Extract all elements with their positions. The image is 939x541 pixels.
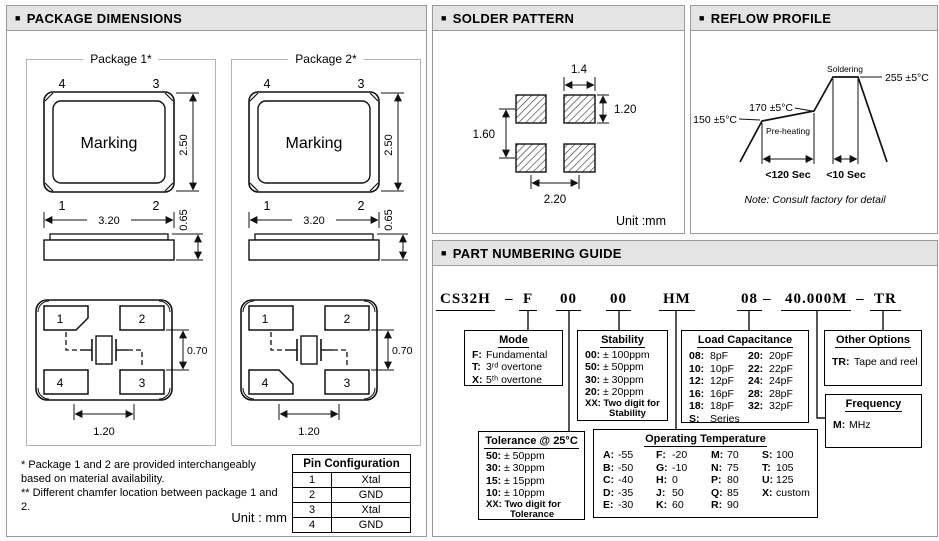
part-code-load: 08 [737, 291, 762, 311]
column-pitch-dimension [531, 175, 579, 206]
operating-temperature-title: Operating Temperature [645, 433, 766, 445]
legend-item: M: MHz [833, 418, 871, 431]
reflow-profile-panel [690, 5, 938, 234]
legend-item: 18: 18pF [689, 400, 734, 412]
ramp-temp-label: 170 ±5°C [749, 102, 793, 114]
package2-bottom-view [241, 300, 377, 400]
unit-label: Unit : mm [231, 510, 287, 525]
dimension-label: 1.20 [93, 426, 115, 438]
signal-cell: Xtal [332, 473, 411, 488]
package2-drawing [231, 60, 419, 443]
op-temp-col3 [711, 449, 739, 512]
solder-pad-top-left [516, 95, 546, 123]
part-code-dash: – [856, 291, 865, 307]
legend-item: 50: ± 50ppm [585, 361, 644, 373]
solder-pads [516, 95, 595, 172]
legend-item: U: 125 [762, 474, 794, 486]
legend-item: D: -35 [603, 486, 634, 499]
solder-pad-bottom-right [564, 144, 595, 172]
part-code-dash: – [763, 291, 772, 307]
frequency-legend-box [825, 394, 922, 448]
operating-temperature-legend-box [593, 429, 818, 518]
solder-pattern-header [433, 6, 684, 31]
legend-item: N: 75 [711, 461, 739, 474]
table-header-row [293, 455, 411, 473]
legend-item: 20: 20pF [748, 350, 793, 362]
op-temp-col4 [762, 449, 810, 499]
part-code-options: TR [870, 291, 901, 311]
package1-thickness-dimension [172, 209, 203, 260]
legend-item: R: 90 [711, 499, 739, 511]
legend-item: 10: 10pF [689, 362, 734, 375]
part-code-dash: – [505, 291, 514, 307]
solder-pattern-panel [432, 5, 685, 234]
stability-title: Stability [601, 334, 644, 346]
package1-label: Package 1* [83, 52, 158, 66]
load-capacitance-title: Load Capacitance [697, 334, 793, 346]
op-temp-col2 [656, 449, 687, 512]
square-bullet-icon: ■ [15, 12, 21, 23]
row-pitch-dimension [473, 109, 515, 158]
load-capacitance-col1 [689, 350, 740, 425]
package-dimensions-title: PACKAGE DIMENSIONS [26, 10, 183, 26]
tolerance-legend-box [478, 431, 585, 520]
preheat-time-label: <120 Sec [765, 169, 811, 181]
dimension-label: 1.4 [571, 64, 587, 76]
solder-pattern-drawing [433, 31, 682, 232]
package2-width-dimension [249, 212, 379, 228]
part-numbering-header [433, 241, 937, 266]
signal-cell: GND [332, 518, 411, 533]
package1-bottom-view [36, 300, 172, 400]
table-row [293, 503, 411, 518]
solder-pad-bottom-left [516, 144, 546, 172]
legend-item: 00: ± 100ppm [585, 348, 650, 361]
legend-item: Q: 85 [711, 486, 739, 499]
pin-number: 2 [152, 199, 160, 213]
legend-item: J: 50 [656, 486, 684, 499]
pin-number: 4 [58, 77, 66, 91]
dimension-label: 1.60 [472, 129, 495, 141]
soldering-label: Soldering [827, 64, 863, 74]
pad-number: 2 [343, 312, 351, 326]
legend-item: 50: ± 50ppm [486, 449, 545, 462]
pin-configuration-header: Pin Configuration [293, 455, 411, 473]
package2-pad-pitch-dimension [279, 404, 339, 438]
legend-item: S: Series [689, 412, 740, 425]
pad-width-dimension [564, 64, 595, 91]
legend-item: 32: 32pF [748, 400, 793, 412]
part-code-frequency: 40.000M [781, 291, 851, 311]
preheat-temp-label: 150 ±5°C [693, 114, 737, 126]
legend-item: E: -30 [603, 499, 634, 511]
op-temp-col1 [603, 449, 633, 512]
solder-pattern-title: SOLDER PATTERN [452, 10, 575, 26]
pad-number: 1 [56, 312, 64, 326]
part-code-temperature: HM [659, 291, 695, 311]
dimension-label: 1.20 [614, 104, 637, 116]
package1-top-view [44, 77, 174, 213]
pad-number: 2 [138, 312, 146, 326]
package1-side-view [44, 234, 174, 260]
dimension-label: 1.20 [298, 426, 320, 438]
table-row [293, 488, 411, 503]
marking-text: Marking [285, 135, 343, 152]
package1-drawing-box [26, 52, 216, 446]
part-code-series: CS32H [436, 291, 495, 311]
mode-title: Mode [499, 334, 528, 346]
pin-number: 1 [263, 199, 271, 213]
legend-item: H: 0 [656, 474, 678, 486]
part-code-stability: 00 [556, 291, 581, 311]
pad-number: 4 [56, 376, 64, 390]
package1-pad-pitch-dimension [74, 404, 134, 438]
legend-item: 24: 24pF [748, 375, 793, 387]
pad-number: 1 [261, 312, 269, 326]
part-numbering-panel [432, 240, 938, 537]
tolerance-title: Tolerance @ 25°C [485, 435, 578, 447]
legend-item: 08: 8pF [689, 350, 729, 362]
package2-label: Package 2* [288, 52, 363, 66]
legend-item: T: 3ʳᵈ overtone [472, 361, 543, 373]
solder-pad-top-right [564, 95, 595, 123]
legend-item: 20: ± 20ppm [585, 386, 644, 398]
reflow-note: Note: Consult factory for detail [744, 194, 886, 206]
pin-cell: 2 [293, 488, 332, 503]
legend-item-xx: XX: Two digit for Tolerance [486, 498, 561, 520]
pad4 [44, 370, 88, 394]
legend-item-xx: XX: Two digit for Stability [585, 397, 660, 419]
legend-item: P: 80 [711, 474, 739, 486]
legend-item: A: -55 [603, 449, 634, 461]
reflow-profile-header [691, 6, 937, 31]
note-interchangeable: * Package 1 and 2 are provided interchangeably based on material availability. [21, 459, 256, 485]
legend-item: 10: ± 10ppm [486, 487, 545, 499]
pin-number: 4 [263, 77, 271, 91]
package1-height-dimension [176, 93, 199, 191]
pin-number: 3 [357, 77, 365, 91]
package-dimensions-header [7, 6, 426, 31]
package2-thickness-dimension [377, 209, 408, 260]
mode-legend-box [464, 330, 563, 386]
pin-cell: 4 [293, 518, 332, 533]
frequency-title: Frequency [845, 398, 902, 410]
pad-number: 3 [138, 376, 146, 390]
package2-side-view [249, 234, 379, 260]
other-options-title: Other Options [836, 334, 910, 346]
pad-number: 3 [343, 376, 351, 390]
legend-item: B: -50 [603, 461, 634, 474]
pin-configuration-table [292, 454, 411, 533]
package-notes [21, 458, 287, 514]
peak-temp-label: 255 ±5°C [885, 72, 929, 84]
square-bullet-icon: ■ [699, 12, 705, 23]
marking-text: Marking [80, 135, 138, 152]
signal-cell: Xtal [332, 503, 411, 518]
package2-top-view [249, 77, 379, 213]
legend-item: 12: 12pF [689, 375, 734, 387]
package2-drawing-box [231, 52, 421, 446]
legend-item: 28: 28pF [748, 387, 793, 400]
square-bullet-icon: ■ [441, 247, 447, 258]
legend-item: F: Fundamental [472, 348, 548, 361]
pin-cell: 1 [293, 473, 332, 488]
dimension-label: 2.50 [383, 134, 395, 156]
dimension-label: 0.65 [383, 209, 395, 231]
legend-item: G: -10 [656, 461, 688, 474]
legend-item: C: -40 [603, 474, 634, 486]
dimension-label: 2.20 [543, 194, 567, 206]
part-numbering-title: PART NUMBERING GUIDE [452, 245, 622, 261]
preheating-label: Pre-heating [766, 126, 810, 136]
pin-number: 1 [58, 199, 66, 213]
table-row [293, 518, 411, 533]
package-dimensions-panel [6, 5, 427, 537]
reflow-profile-title: REFLOW PROFILE [710, 10, 832, 26]
time-dimension-lines [762, 79, 858, 164]
legend-item: 22: 22pF [748, 362, 793, 375]
package1-drawing [26, 60, 214, 443]
legend-item: 16: 16pF [689, 387, 734, 400]
square-bullet-icon: ■ [441, 12, 447, 23]
legend-item: T: 105 [762, 461, 794, 474]
legend-item: 30: ± 30ppm [585, 373, 644, 386]
pad-height-dimension [597, 95, 636, 123]
pin-cell: 3 [293, 503, 332, 518]
legend-item: 30: ± 30ppm [486, 462, 545, 474]
pin-number: 3 [152, 77, 160, 91]
legend-item: 15: ± 15ppm [486, 474, 545, 487]
legend-item: TR: Tape and reel [832, 355, 918, 368]
pin-number: 2 [357, 199, 365, 213]
load-capacitance-legend-box [681, 330, 809, 423]
unit-label: Unit :mm [616, 214, 666, 228]
legend-item: M: 70 [711, 449, 739, 461]
part-code-mode: F [519, 291, 537, 311]
dimension-label: 2.50 [178, 134, 190, 156]
part-code-tolerance: 00 [606, 291, 631, 311]
soldering-time-label: <10 Sec [826, 169, 866, 181]
note-chamfer: ** Different chamfer location between package 1 and 2. [21, 487, 278, 513]
load-capacitance-col2 [748, 350, 793, 413]
dimension-label: 0.70 [187, 345, 208, 357]
legend-item: X: custom [762, 486, 810, 499]
legend-item: X: 5ᵗʰ overtone [472, 373, 542, 386]
other-options-legend-box [824, 330, 922, 386]
dimension-label: 3.20 [303, 215, 325, 227]
legend-item: K: 60 [656, 499, 684, 511]
dimension-label: 3.20 [98, 215, 120, 227]
legend-item: S: 100 [762, 449, 794, 461]
dimension-label: 0.70 [392, 345, 413, 357]
reflow-profile-chart [691, 31, 935, 232]
pad1 [249, 306, 293, 330]
table-row [293, 473, 411, 488]
stability-legend-box [577, 330, 668, 421]
legend-item: F: -20 [656, 449, 688, 461]
signal-cell: GND [332, 488, 411, 503]
package2-height-dimension [381, 93, 404, 191]
dimension-label: 0.65 [178, 209, 190, 231]
package1-width-dimension [44, 212, 174, 228]
pad-number: 4 [261, 376, 269, 390]
